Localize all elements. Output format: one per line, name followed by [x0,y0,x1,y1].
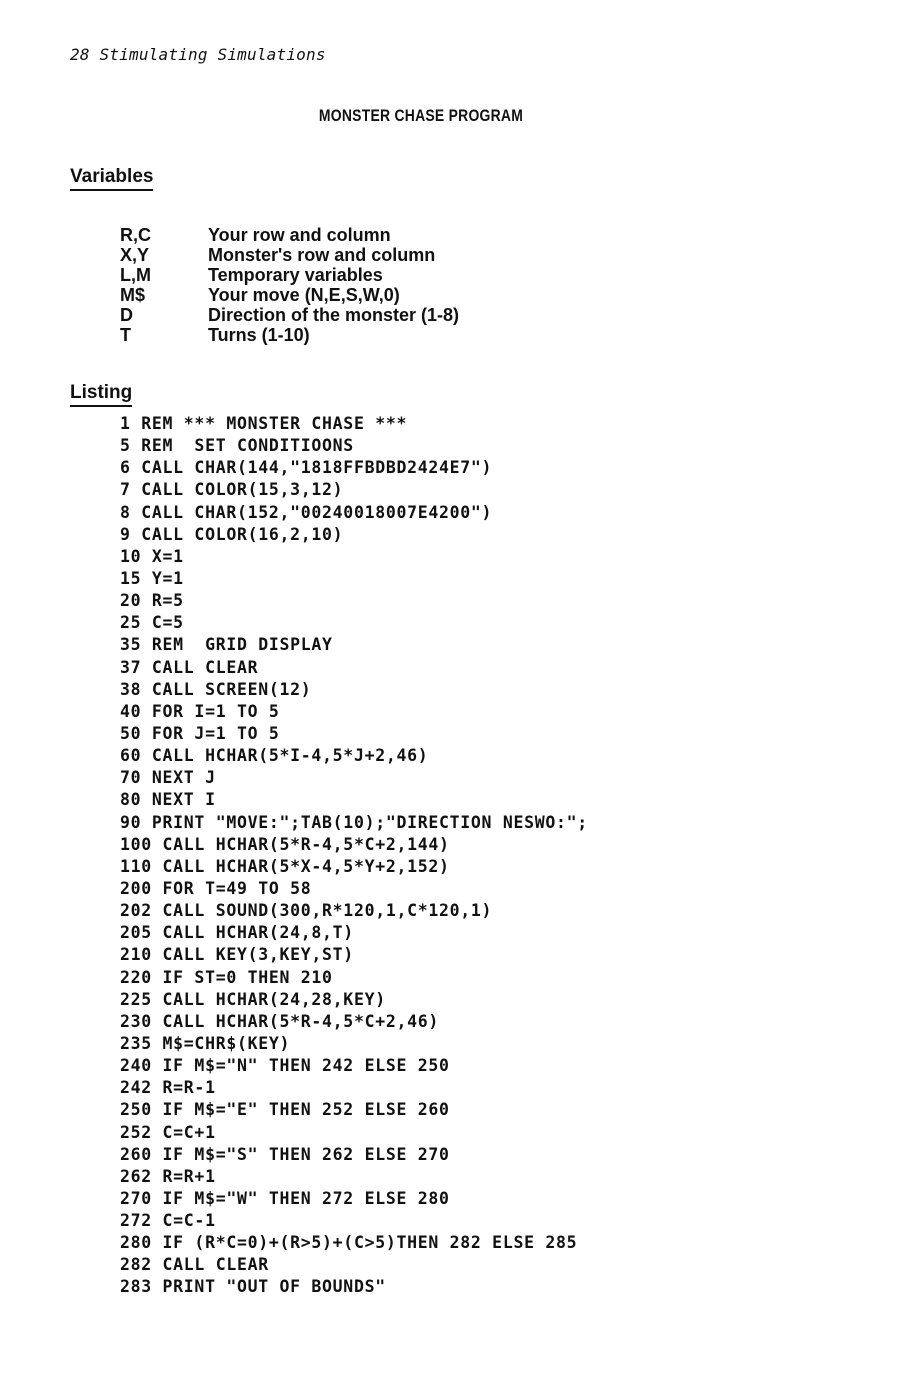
variable-name: R,C [120,225,151,245]
program-title: MONSTER CHASE PROGRAM [318,106,524,125]
code-line: 60 CALL HCHAR(5*I-4,5*J+2,46) [120,746,429,766]
code-line: 7 CALL COLOR(15,3,12) [120,480,344,500]
code-line: 272 C=C-1 [120,1211,216,1231]
code-line: 90 PRINT "MOVE:";TAB(10);"DIRECTION NESWO:"; [120,812,588,832]
code-line: 280 IF (R*C=0)+(R>5)+(C>5)THEN 282 ELSE 285 [120,1233,578,1253]
listing-heading: Listing [70,382,132,407]
code-line: 8 CALL CHAR(152,"00240018007E4200") [120,502,493,522]
code-line: 35 REM GRID DISPLAY [120,635,333,655]
variable-row [120,325,459,345]
running-head: 28 Stimulating Simulations [70,45,326,64]
program-listing [120,413,880,1299]
code-line: 50 FOR J=1 TO 5 [120,723,280,743]
code-line: 38 CALL SCREEN(12) [120,679,312,699]
code-line: 250 IF M$="E" THEN 252 ELSE 260 [120,1100,450,1120]
code-line: 1 REM *** MONSTER CHASE *** [120,414,408,433]
variable-description: Your move (N,E,S,W,0) [208,285,400,305]
variable-description: Your row and column [208,225,391,245]
code-line: 10 X=1 [120,546,184,566]
code-line: 15 Y=1 [120,568,184,588]
code-line: 262 R=R+1 [120,1166,216,1186]
code-line: 6 CALL CHAR(144,"1818FFBDBD2424E7") [120,458,493,478]
variable-row [120,245,459,265]
variable-name: T [120,325,131,345]
code-line: 205 CALL HCHAR(24,8,T) [120,923,354,943]
code-line: 100 CALL HCHAR(5*R-4,5*C+2,144) [120,834,450,854]
code-line: 5 REM SET CONDITIOONS [120,436,354,456]
code-line: 240 IF M$="N" THEN 242 ELSE 250 [120,1056,450,1076]
code-line: 110 CALL HCHAR(5*X-4,5*Y+2,152) [120,856,450,876]
code-line: 40 FOR I=1 TO 5 [120,701,280,721]
code-line: 70 NEXT J [120,768,216,788]
code-line: 210 CALL KEY(3,KEY,ST) [120,945,354,965]
variable-description: Monster's row and column [208,245,436,265]
code-line: 25 C=5 [120,613,184,633]
variable-row [120,225,459,245]
variable-row [120,305,459,325]
variables-heading: Variables [70,166,153,191]
code-line: 242 R=R-1 [120,1078,216,1098]
variable-name: D [120,305,133,325]
code-line: 283 PRINT "OUT OF BOUNDS" [120,1277,386,1297]
code-line: 20 R=5 [120,591,184,611]
code-line: 230 CALL HCHAR(5*R-4,5*C+2,46) [120,1011,440,1031]
code-line: 220 IF ST=0 THEN 210 [120,967,333,987]
variables-table [120,225,459,345]
code-line: 80 NEXT I [120,790,216,810]
code-line: 200 FOR T=49 TO 58 [120,878,312,898]
code-line: 202 CALL SOUND(300,R*120,1,C*120,1) [120,901,493,921]
variable-description: Direction of the monster (1-8) [208,305,460,325]
code-line: 282 CALL CLEAR [120,1255,269,1275]
code-line: 260 IF M$="S" THEN 262 ELSE 270 [120,1144,450,1164]
variable-row [120,285,459,305]
variable-name: M$ [120,285,146,305]
variable-name: X,Y [120,245,150,265]
variable-name: L,M [120,265,151,285]
code-line: 225 CALL HCHAR(24,28,KEY) [120,989,386,1009]
code-line: 270 IF M$="W" THEN 272 ELSE 280 [120,1188,450,1208]
variable-description: Temporary variables [208,265,383,285]
code-line: 252 C=C+1 [120,1122,216,1142]
code-line: 235 M$=CHR$(KEY) [120,1033,291,1053]
code-line: 9 CALL COLOR(16,2,10) [120,524,344,544]
variable-row [120,265,459,285]
code-line: 37 CALL CLEAR [120,657,259,677]
variable-description: Turns (1-10) [208,325,310,345]
